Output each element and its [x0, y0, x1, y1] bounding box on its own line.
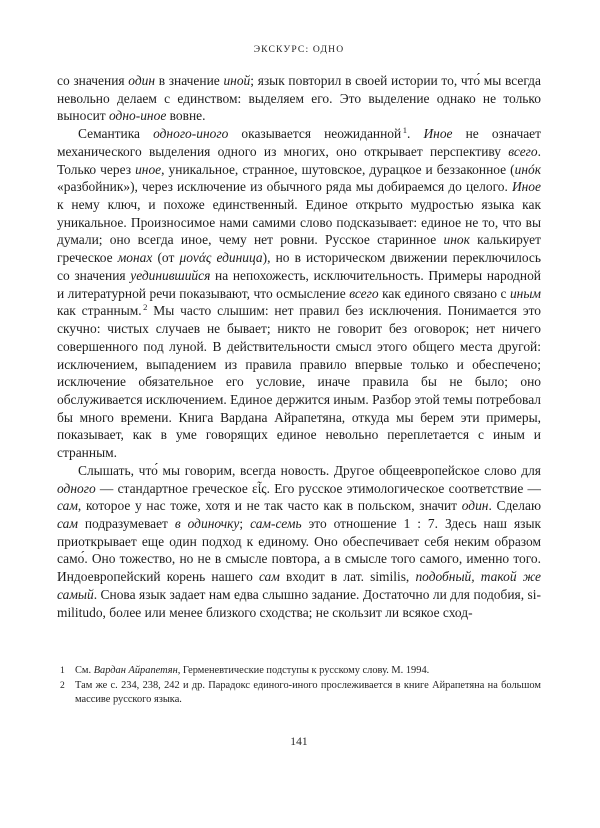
italic-run: уединившийся: [130, 267, 211, 283]
text-run: ), но в историческом движении переключилось со значения: [57, 250, 541, 283]
footnote-2: [57, 679, 541, 707]
footnote-author: Вардан Айрапетян: [93, 665, 178, 676]
italic-run: одно-иное: [109, 108, 167, 124]
text-run: это отношение: [301, 515, 404, 531]
text-run: . Снова язык задает нам едва слышно задание. Достаточно ли для подобия, si-militudo, более или менее близкого сходства; не скользит ли всякое сход-: [57, 586, 541, 620]
paragraph-3: [57, 462, 541, 621]
footnote-number: 1: [60, 665, 65, 676]
text-run: Слышать, что́ мы говорим, всегда новость. Другое общеевропейское слово для: [78, 462, 541, 478]
text-run: оказывается неожиданной: [228, 126, 402, 142]
running-head: ЭКСКУРС: ОДНО: [253, 44, 345, 55]
text-run: . Сделаю: [488, 498, 541, 514]
text-run: на непохожесть, исключительность. Примеры народной и литературной речи показывают, что осмысление: [57, 267, 541, 301]
footnote-number: 2: [60, 679, 65, 691]
italic-run: один: [461, 498, 489, 514]
italic-run: сам-семь: [250, 515, 302, 531]
text-run: не означает механического выделения одного из многих, оно открывает перспективу: [57, 126, 542, 159]
page-number: 141: [290, 735, 308, 748]
italic-run: Иное: [511, 179, 541, 195]
text-run: ; язык повторил в своей истории то, что́ мы всегда невольно делаем с единством: выделяем его. Это выделение однако не только выносит: [57, 73, 541, 124]
text-run: (от: [152, 250, 180, 266]
footnote-1: [57, 664, 541, 678]
text-run: подразумевает: [77, 515, 175, 531]
italic-run: в одиночку: [174, 515, 240, 531]
text-run: к нему ключ, и похоже единственный. Единое открыто мудростью языка как уникальное. Произносимое нами самими слово подсказывает: единое не то, что вы думали; оно всегда иное, чему нет ровни. Русское старинное: [57, 197, 541, 248]
text-run: как странным.: [57, 303, 142, 319]
text-run: со значения: [57, 73, 129, 88]
greek-run: — стандартное греческое εἷς. Его русское этимологическое соответствие —: [95, 480, 541, 496]
italic-run: одного: [57, 480, 96, 496]
italic-run: иное: [135, 161, 162, 177]
text-run: Там же с. 234, 238, 242 и др. Парадокс единого-иного прослеживается в книге Айрапетяна на большом массиве русского языка.: [75, 679, 541, 705]
italic-run: всего: [508, 143, 538, 159]
text-run: .: [407, 126, 424, 142]
italic-run: один: [128, 73, 156, 88]
italic-run: инок: [443, 232, 470, 248]
footnotes-block: [57, 664, 541, 707]
text-run: , Герменевтические подступы к русскому слову. М. 1994.: [177, 665, 430, 676]
footnote-ref-2[interactable]: 2: [143, 301, 148, 312]
italic-run: монах: [117, 250, 153, 266]
paragraph-2: [57, 125, 541, 462]
italic-run: сам: [57, 498, 78, 514]
italic-run: сам: [258, 569, 280, 585]
greek-italic-run: μονάς единица: [179, 250, 263, 266]
text-run: как единого связано с: [378, 285, 510, 301]
text-run: ;: [239, 515, 251, 531]
body-text-block: [57, 72, 541, 621]
italic-run: инóк: [514, 161, 542, 177]
italic-run: иной: [223, 73, 251, 88]
text-run: калькирует греческое: [57, 232, 541, 266]
paragraph-1: [57, 72, 541, 125]
text-run: , которое у нас тоже, хотя и не так часто как в польском, значит: [77, 498, 462, 514]
italic-run: сам: [57, 515, 78, 531]
text-run: . Здесь наш язык приоткрывает еще один подход к единому. Оно обеспечивает себя неким образом само́. Оно тожество, но не в смысле повтора, а в смысле того самого, именно того. Индоевропейский корень нашего: [57, 515, 542, 585]
text-run: См.: [75, 665, 94, 676]
italic-run: всего: [349, 285, 379, 301]
text-run: Семантика: [78, 126, 154, 142]
italic-run: Иное: [423, 126, 453, 142]
footnote-ref-1[interactable]: 1: [402, 124, 408, 135]
italic-run: иным: [509, 285, 541, 301]
latin-run: входит в лат. similis,: [279, 569, 416, 585]
italic-run: одного-иного: [153, 126, 229, 142]
text-run: «разбойник»), через исключение из обычного ряда мы добираемся до целого.: [57, 179, 512, 195]
italic-run: подобный, такой же самый: [57, 569, 542, 602]
text-run: . Только через: [57, 143, 541, 177]
text-run: Мы часто слышим: нет правил без исключения. Понимается это скучно: чистых случаев не бывает; никто не говорит без оговорок; нет ничего совершенного под луной. В действительности смысл этого общего места другой: исключением, выпадением из правила правило впервые только и обеспечено; исключение обязательное его условие, иначе правила бы не было; оно обслуживается исключением. Единое держится иным. Разбор этой темы потребовал бы много времени. Книга Вардана Айрапетяна, откуда мы берем эти примеры, показывает, как в уме говорящих единое невольно переплетается с иным и странным.: [57, 303, 542, 461]
text-run: вовне.: [166, 108, 206, 124]
ratio-value: 1 : 7: [403, 515, 435, 531]
text-run: в значение: [155, 73, 224, 88]
text-run: , уникальное, странное, шутовское, дурацкое и беззаконное (: [161, 161, 515, 177]
